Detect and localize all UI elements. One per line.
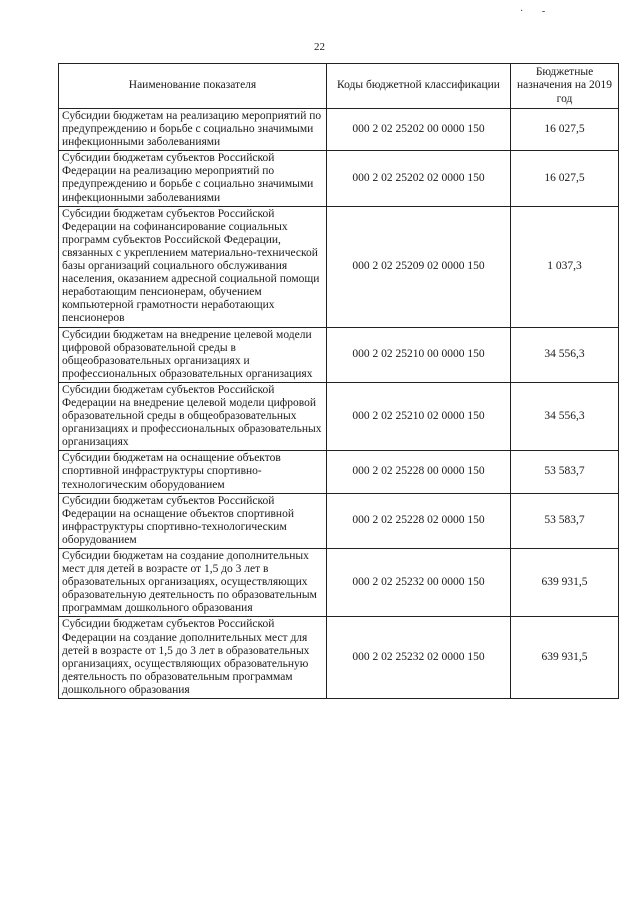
row-code: 000 2 02 25210 00 0000 150 [327, 327, 511, 382]
row-name: Субсидии бюджетам субъектов Российской Федерации на софинансирование социальных программ субъектов Российской Федерации, связанных с укреплением материально-технической базы организаций социального обслуживания населения, оказанием адресной социальной помощи неработающим пенсионерам, обучением компьютерной грамотности неработающих пенсионеров [59, 206, 327, 327]
table-header-row [59, 64, 619, 109]
row-code: 000 2 02 25209 02 0000 150 [327, 206, 511, 327]
row-name: Субсидии бюджетам субъектов Российской Федерации на оснащение объектов спортивной инфраструктуры спортивно-технологическим оборудованием [59, 493, 327, 548]
row-amount: 53 583,7 [511, 493, 619, 548]
row-code: 000 2 02 25228 02 0000 150 [327, 493, 511, 548]
row-name: Субсидии бюджетам на оснащение объектов спортивной инфраструктуры спортивно-технологическим оборудованием [59, 451, 327, 493]
header-name: Наименование показателя [59, 64, 327, 109]
row-code: 000 2 02 25228 00 0000 150 [327, 451, 511, 493]
row-name: Субсидии бюджетам субъектов Российской Федерации на внедрение целевой модели цифровой образовательной среды в общеобразовательных организациях и профессиональных образовательных организациях [59, 382, 327, 450]
row-amount: 639 931,5 [511, 549, 619, 617]
row-amount: 1 037,3 [511, 206, 619, 327]
row-amount: 53 583,7 [511, 451, 619, 493]
budget-table [58, 63, 619, 699]
page-number: 22 [314, 41, 325, 53]
row-amount: 16 027,5 [511, 109, 619, 151]
table-row [59, 151, 619, 206]
row-amount: 16 027,5 [511, 151, 619, 206]
row-code: 000 2 02 25202 02 0000 150 [327, 151, 511, 206]
header-amount: Бюджетные назначения на 2019 год [511, 64, 619, 109]
row-code: 000 2 02 25232 00 0000 150 [327, 549, 511, 617]
header-code: Коды бюджетной классификации [327, 64, 511, 109]
table-row [59, 206, 619, 327]
table-row [59, 451, 619, 493]
row-amount: 34 556,3 [511, 382, 619, 450]
row-code: 000 2 02 25210 02 0000 150 [327, 382, 511, 450]
row-name: Субсидии бюджетам на внедрение целевой модели цифровой образовательной среды в общеобразовательных организациях и профессиональных образовательных организациях [59, 327, 327, 382]
table-row [59, 617, 619, 699]
row-code: 000 2 02 25202 00 0000 150 [327, 109, 511, 151]
table-row [59, 493, 619, 548]
row-code: 000 2 02 25232 02 0000 150 [327, 617, 511, 699]
table-row [59, 109, 619, 151]
table-row [59, 327, 619, 382]
row-name: Субсидии бюджетам на создание дополнительных мест для детей в возрасте от 1,5 до 3 лет в образовательных организациях, осуществляющих образовательную деятельность по образовательным программам дошкольного образования [59, 549, 327, 617]
table-row [59, 382, 619, 450]
table-row [59, 549, 619, 617]
row-name: Субсидии бюджетам субъектов Российской Федерации на реализацию мероприятий по предупреждению и борьбе с социально значимыми инфекционными заболеваниями [59, 151, 327, 206]
scan-marks: · - [520, 6, 554, 17]
row-amount: 639 931,5 [511, 617, 619, 699]
row-name: Субсидии бюджетам на реализацию мероприятий по предупреждению и борьбе с социально значимыми инфекционными заболеваниями [59, 109, 327, 151]
row-name: Субсидии бюджетам субъектов Российской Федерации на создание дополнительных мест для детей в возрасте от 1,5 до 3 лет в образовательных организациях, осуществляющих образовательную деятельность по образовательным программам дошкольного образования [59, 617, 327, 699]
row-amount: 34 556,3 [511, 327, 619, 382]
